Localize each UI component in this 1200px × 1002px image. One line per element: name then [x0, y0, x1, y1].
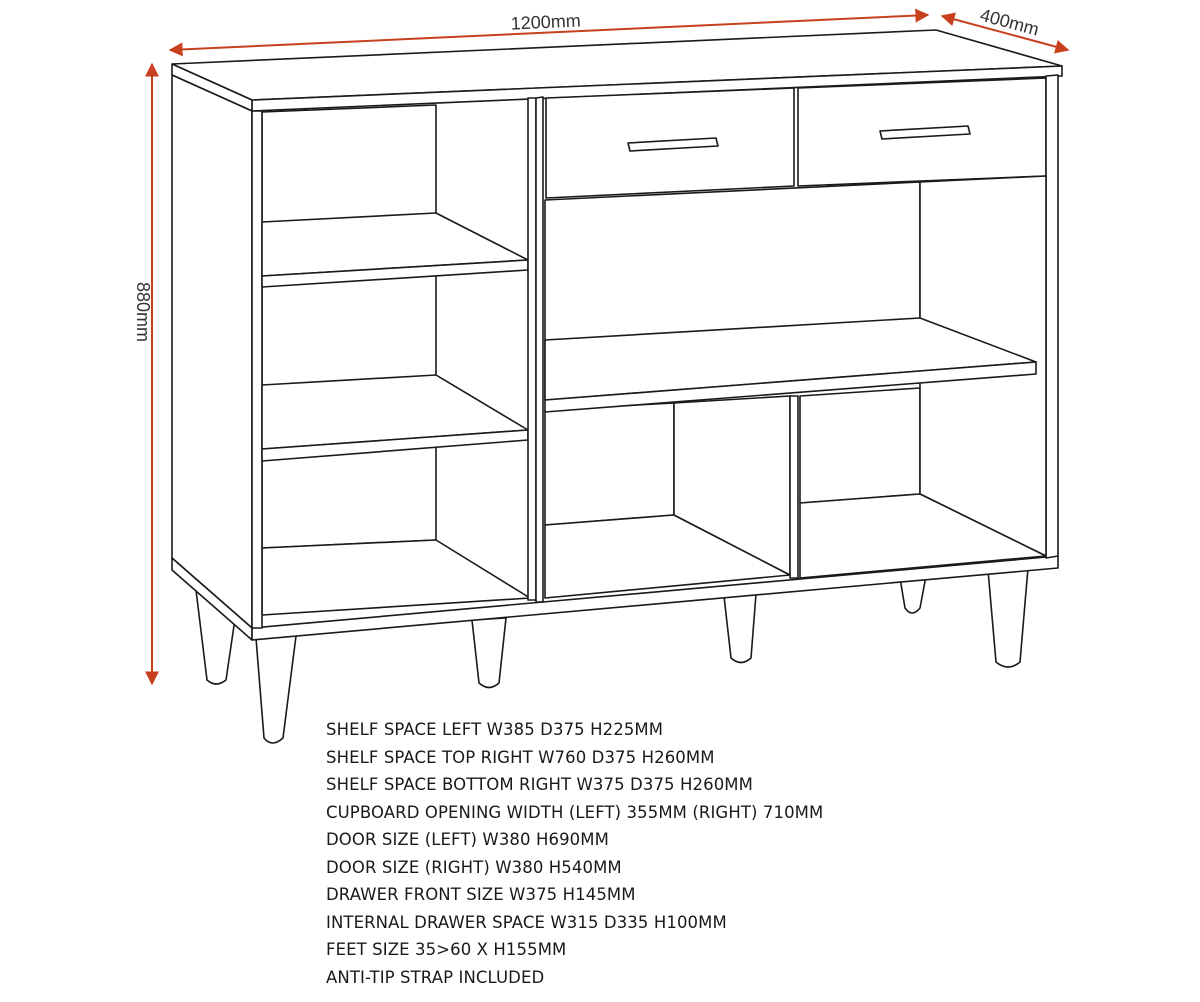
- spec-anti-tip: ANTI-TIP STRAP INCLUDED: [326, 967, 545, 987]
- left-bay-floor: [262, 540, 530, 615]
- left-bay-back: [262, 105, 436, 548]
- spec-door-right: DOOR SIZE (RIGHT) W380 H540MM: [326, 857, 622, 877]
- right-bay-lower-back: [545, 403, 674, 525]
- width-label: 1200mm: [510, 10, 582, 34]
- right-bay-lower-back-right: [800, 388, 920, 503]
- foot-front-left: [256, 636, 296, 743]
- spec-internal-drawer: INTERNAL DRAWER SPACE W315 D335 H100MM: [326, 912, 727, 932]
- spec-shelf-left: SHELF SPACE LEFT W385 D375 H225MM: [326, 720, 664, 739]
- foot-front-middle-right: [724, 594, 756, 663]
- right-side-panel: [1046, 75, 1058, 558]
- spec-cupboard-opening: CUPBOARD OPENING WIDTH (LEFT) 355MM (RIGHT) 710MM: [326, 802, 824, 822]
- spec-shelf-top-right: SHELF SPACE TOP RIGHT W760 D375 H260MM: [326, 747, 715, 767]
- foot-front-right: [988, 568, 1028, 667]
- left-side-panel: [172, 75, 252, 628]
- spec-door-left: DOOR SIZE (LEFT) W380 H690MM: [326, 830, 609, 849]
- specification-list: [326, 716, 823, 991]
- center-divider-edge: [536, 97, 543, 602]
- spec-feet-size: FEET SIZE 35>60 X H155MM: [326, 940, 567, 959]
- center-divider: [528, 98, 536, 600]
- spec-shelf-bottom-right: SHELF SPACE BOTTOM RIGHT W375 D375 H260MM: [326, 775, 753, 794]
- right-lower-divider-edge: [790, 396, 798, 578]
- sideboard-drawing: [172, 30, 1062, 743]
- spec-drawer-front: DRAWER FRONT SIZE W375 H145MM: [326, 885, 636, 904]
- height-label: 880mm: [133, 281, 153, 343]
- foot-front-middle-left: [472, 618, 506, 688]
- depth-label: 400mm: [977, 4, 1042, 40]
- left-front-edge: [252, 111, 262, 628]
